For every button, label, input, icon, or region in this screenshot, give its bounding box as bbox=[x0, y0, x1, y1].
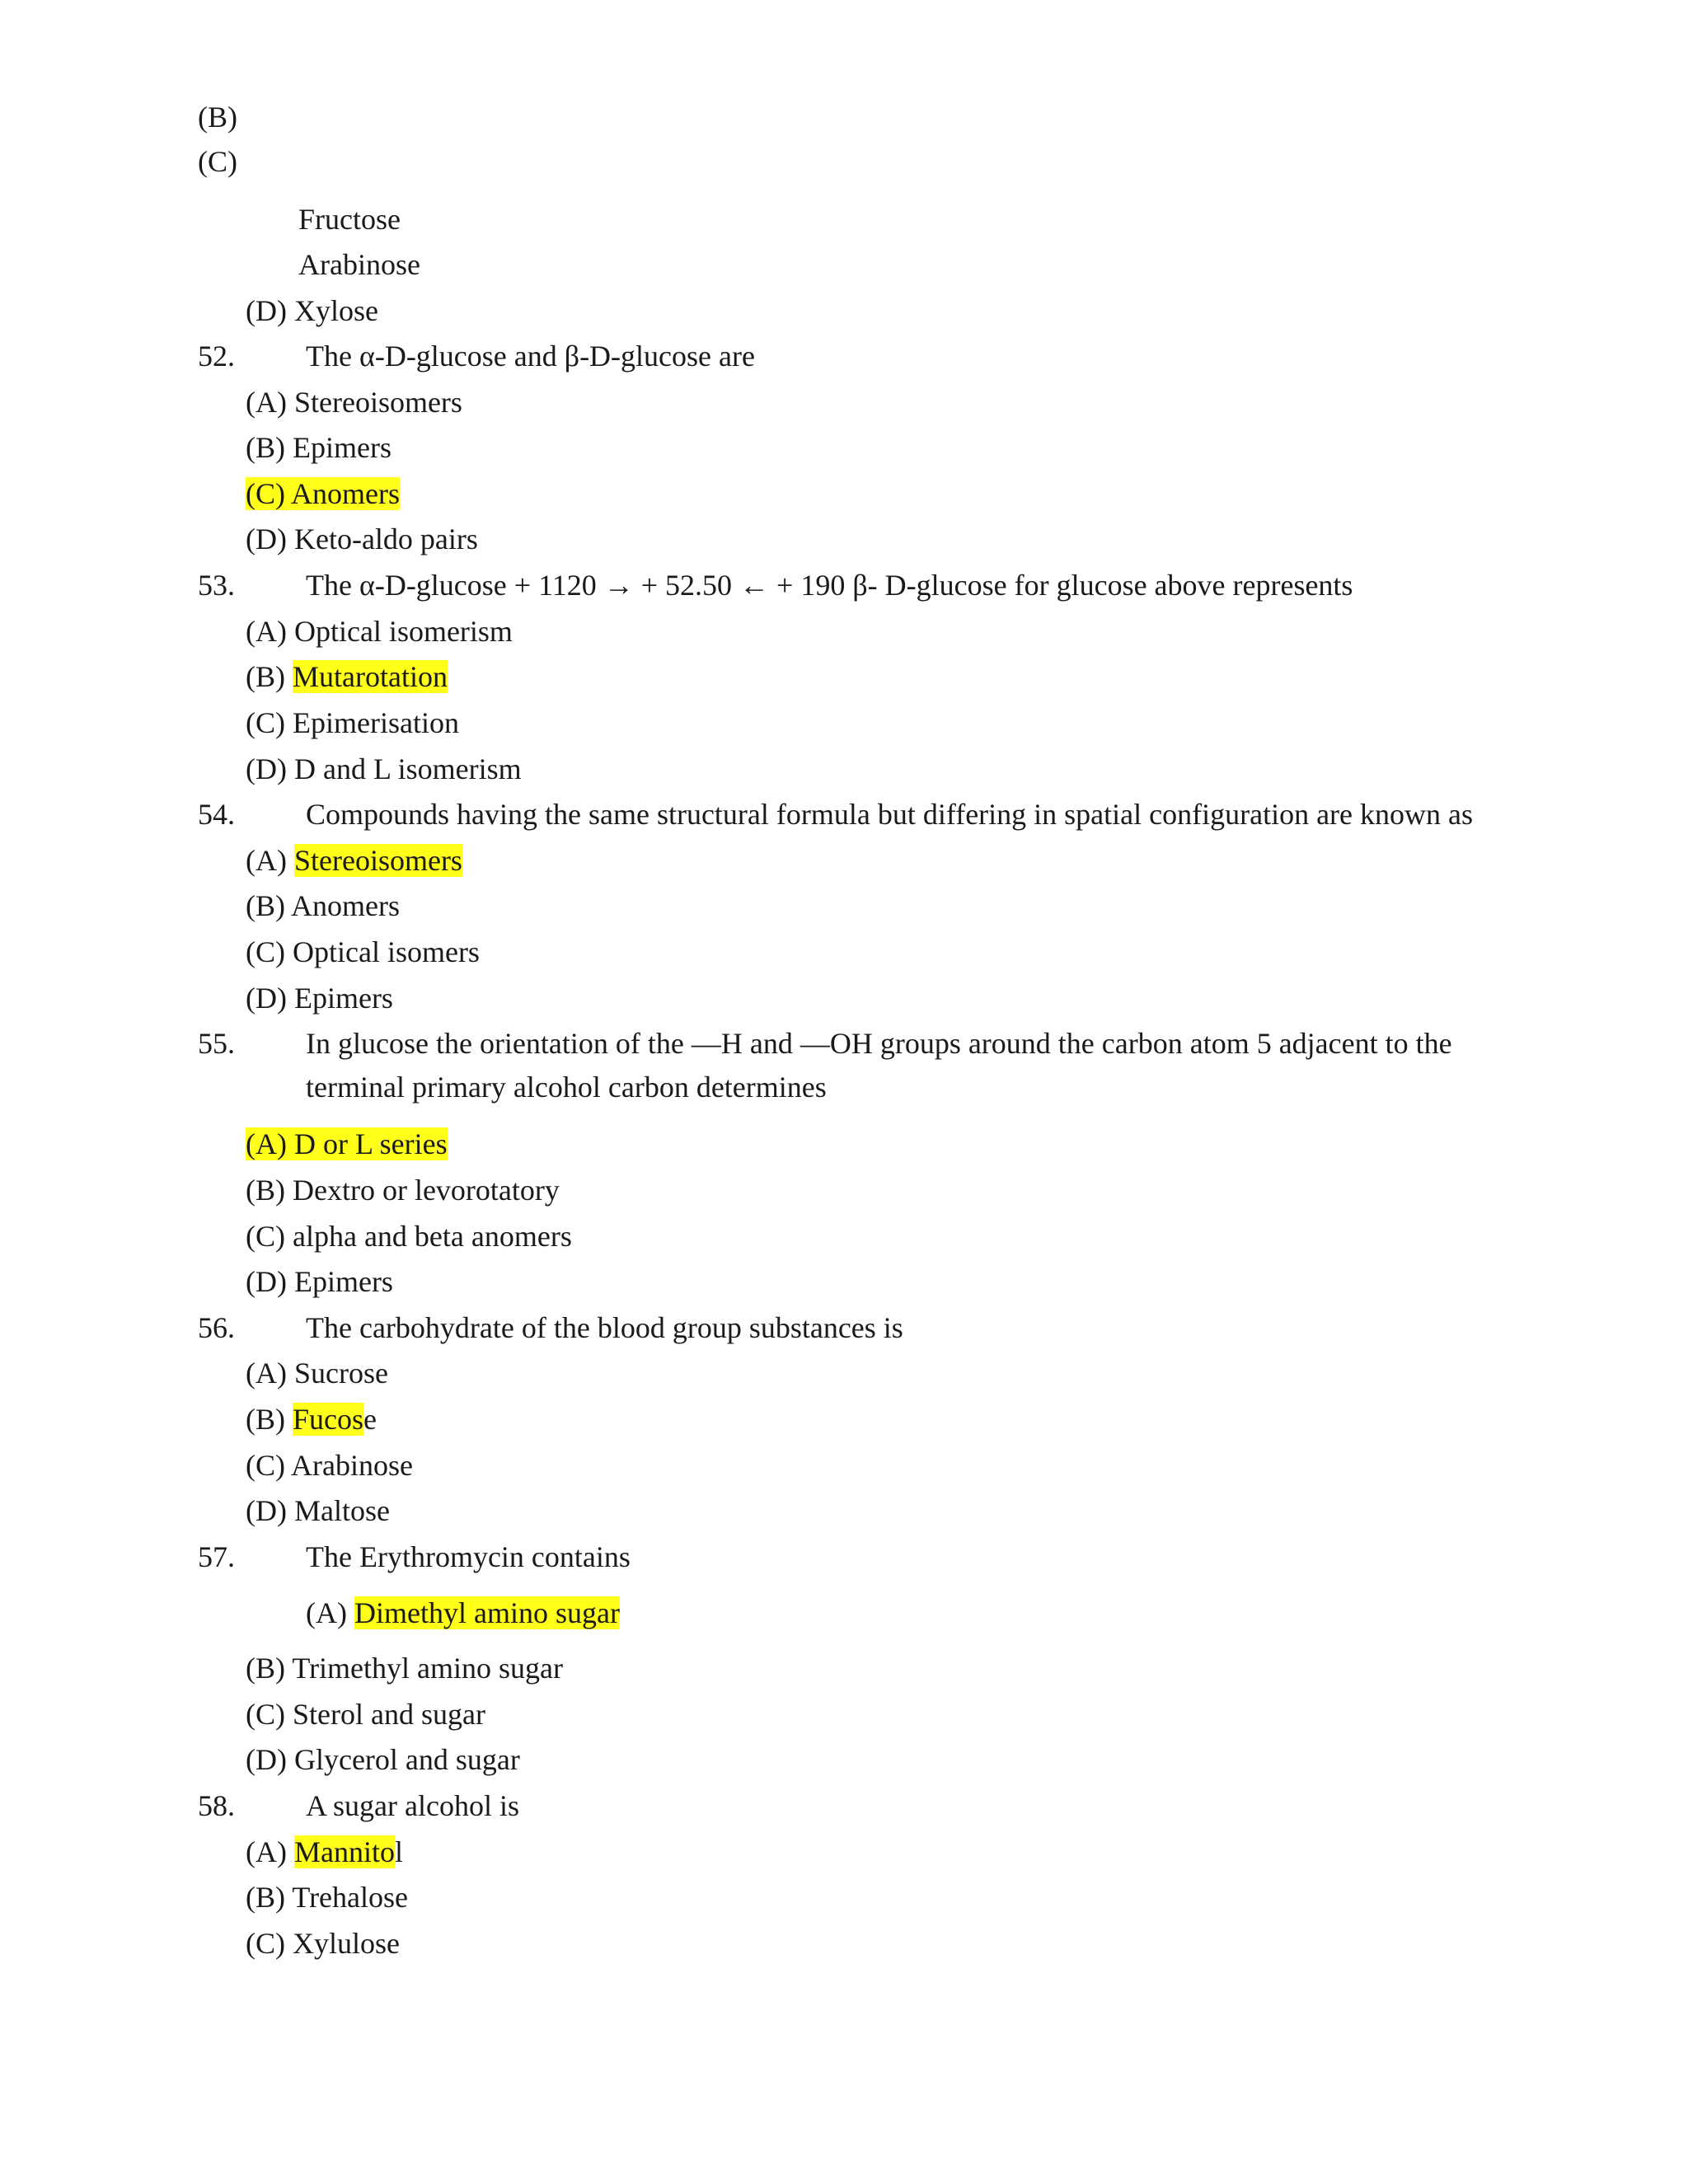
question-text: Compounds having the same structural formula but differing in spatial configuration are known as bbox=[306, 798, 1474, 831]
answer-highlight: Mannito bbox=[293, 1835, 395, 1868]
question-text-line2: terminal primary alcohol carbon determines bbox=[306, 1071, 827, 1104]
option-c: (C) Arabinose bbox=[246, 1449, 413, 1482]
option-c: (C) Epimerisation bbox=[246, 706, 459, 739]
option-c: (C) alpha and beta anomers bbox=[246, 1220, 572, 1253]
fragment-option-b-text: Fructose bbox=[298, 203, 401, 236]
option-d: (D) Epimers bbox=[246, 1265, 393, 1298]
answer-highlight: (A) D or L series bbox=[246, 1127, 448, 1160]
answer-highlight: Fucos bbox=[293, 1403, 364, 1436]
option-a: (A) Sucrose bbox=[246, 1357, 388, 1390]
option-a-answer bbox=[246, 1834, 403, 1870]
question-number: 55. bbox=[198, 1027, 235, 1060]
fragment-option-c-text: Arabinose bbox=[298, 248, 420, 281]
answer-highlight: Mutarotation bbox=[293, 660, 448, 693]
question-number: 53. bbox=[198, 569, 235, 602]
option-b: (B) Epimers bbox=[246, 431, 392, 464]
question-text-line1: In glucose the orientation of the —H and —OH groups around the carbon atom 5 adjacent to the bbox=[306, 1027, 1452, 1060]
fragment-option-b-label: (B) bbox=[198, 101, 237, 134]
option-b-answer bbox=[246, 658, 448, 695]
option-b-answer bbox=[246, 1401, 377, 1437]
option-d: (D) Maltose bbox=[246, 1494, 390, 1527]
option-d: (D) D and L isomerism bbox=[246, 752, 522, 785]
option-a: (A) Stereoisomers bbox=[246, 386, 462, 419]
answer-highlight: Stereoisomers bbox=[293, 844, 462, 877]
question-text: The Erythromycin contains bbox=[306, 1540, 631, 1573]
option-label: (B) bbox=[246, 1403, 293, 1436]
option-b: (B) Anomers bbox=[246, 889, 400, 922]
option-label: (B) bbox=[246, 660, 293, 693]
option-a-answer bbox=[306, 1595, 620, 1631]
question-number: 54. bbox=[198, 798, 235, 831]
option-c: (C) Xylulose bbox=[246, 1927, 400, 1960]
option-d: (D) Glycerol and sugar bbox=[246, 1743, 520, 1776]
option-suffix: e bbox=[363, 1403, 377, 1436]
question-number: 56. bbox=[198, 1311, 235, 1344]
option-a-answer bbox=[246, 1126, 448, 1162]
option-a: (A) Optical isomerism bbox=[246, 615, 513, 648]
option-c: (C) Sterol and sugar bbox=[246, 1698, 485, 1731]
fragment-option-c-label: (C) bbox=[198, 145, 237, 178]
answer-highlight: Dimethyl amino sugar bbox=[354, 1596, 620, 1629]
option-a-answer bbox=[246, 842, 462, 879]
question-number: 58. bbox=[198, 1789, 235, 1822]
question-text: The carbohydrate of the blood group substances is bbox=[306, 1311, 903, 1344]
option-label: (A) bbox=[246, 1835, 294, 1868]
option-c-answer bbox=[246, 476, 400, 512]
option-label: (A) bbox=[306, 1596, 354, 1629]
question-text: A sugar alcohol is bbox=[306, 1789, 519, 1822]
option-d: (D) Epimers bbox=[246, 982, 393, 1015]
option-b: (B) Dextro or levorotatory bbox=[246, 1174, 560, 1207]
question-number: 57. bbox=[198, 1540, 235, 1573]
option-suffix: l bbox=[394, 1835, 403, 1868]
question-text: The α-D-glucose + 1120 → + 52.50 ← + 190 β- D-glucose for glucose above represents bbox=[306, 569, 1353, 602]
option-d: (D) Keto-aldo pairs bbox=[246, 523, 478, 555]
option-b: (B) Trimethyl amino sugar bbox=[246, 1652, 563, 1685]
answer-highlight: (C) Anomers bbox=[246, 477, 400, 510]
fragment-option-d: (D) Xylose bbox=[246, 294, 378, 327]
question-text: The α-D-glucose and β-D-glucose are bbox=[306, 340, 755, 373]
option-b: (B) Trehalose bbox=[246, 1881, 408, 1914]
option-label: (A) bbox=[246, 844, 294, 877]
option-c: (C) Optical isomers bbox=[246, 935, 480, 968]
question-number: 52. bbox=[198, 340, 235, 373]
